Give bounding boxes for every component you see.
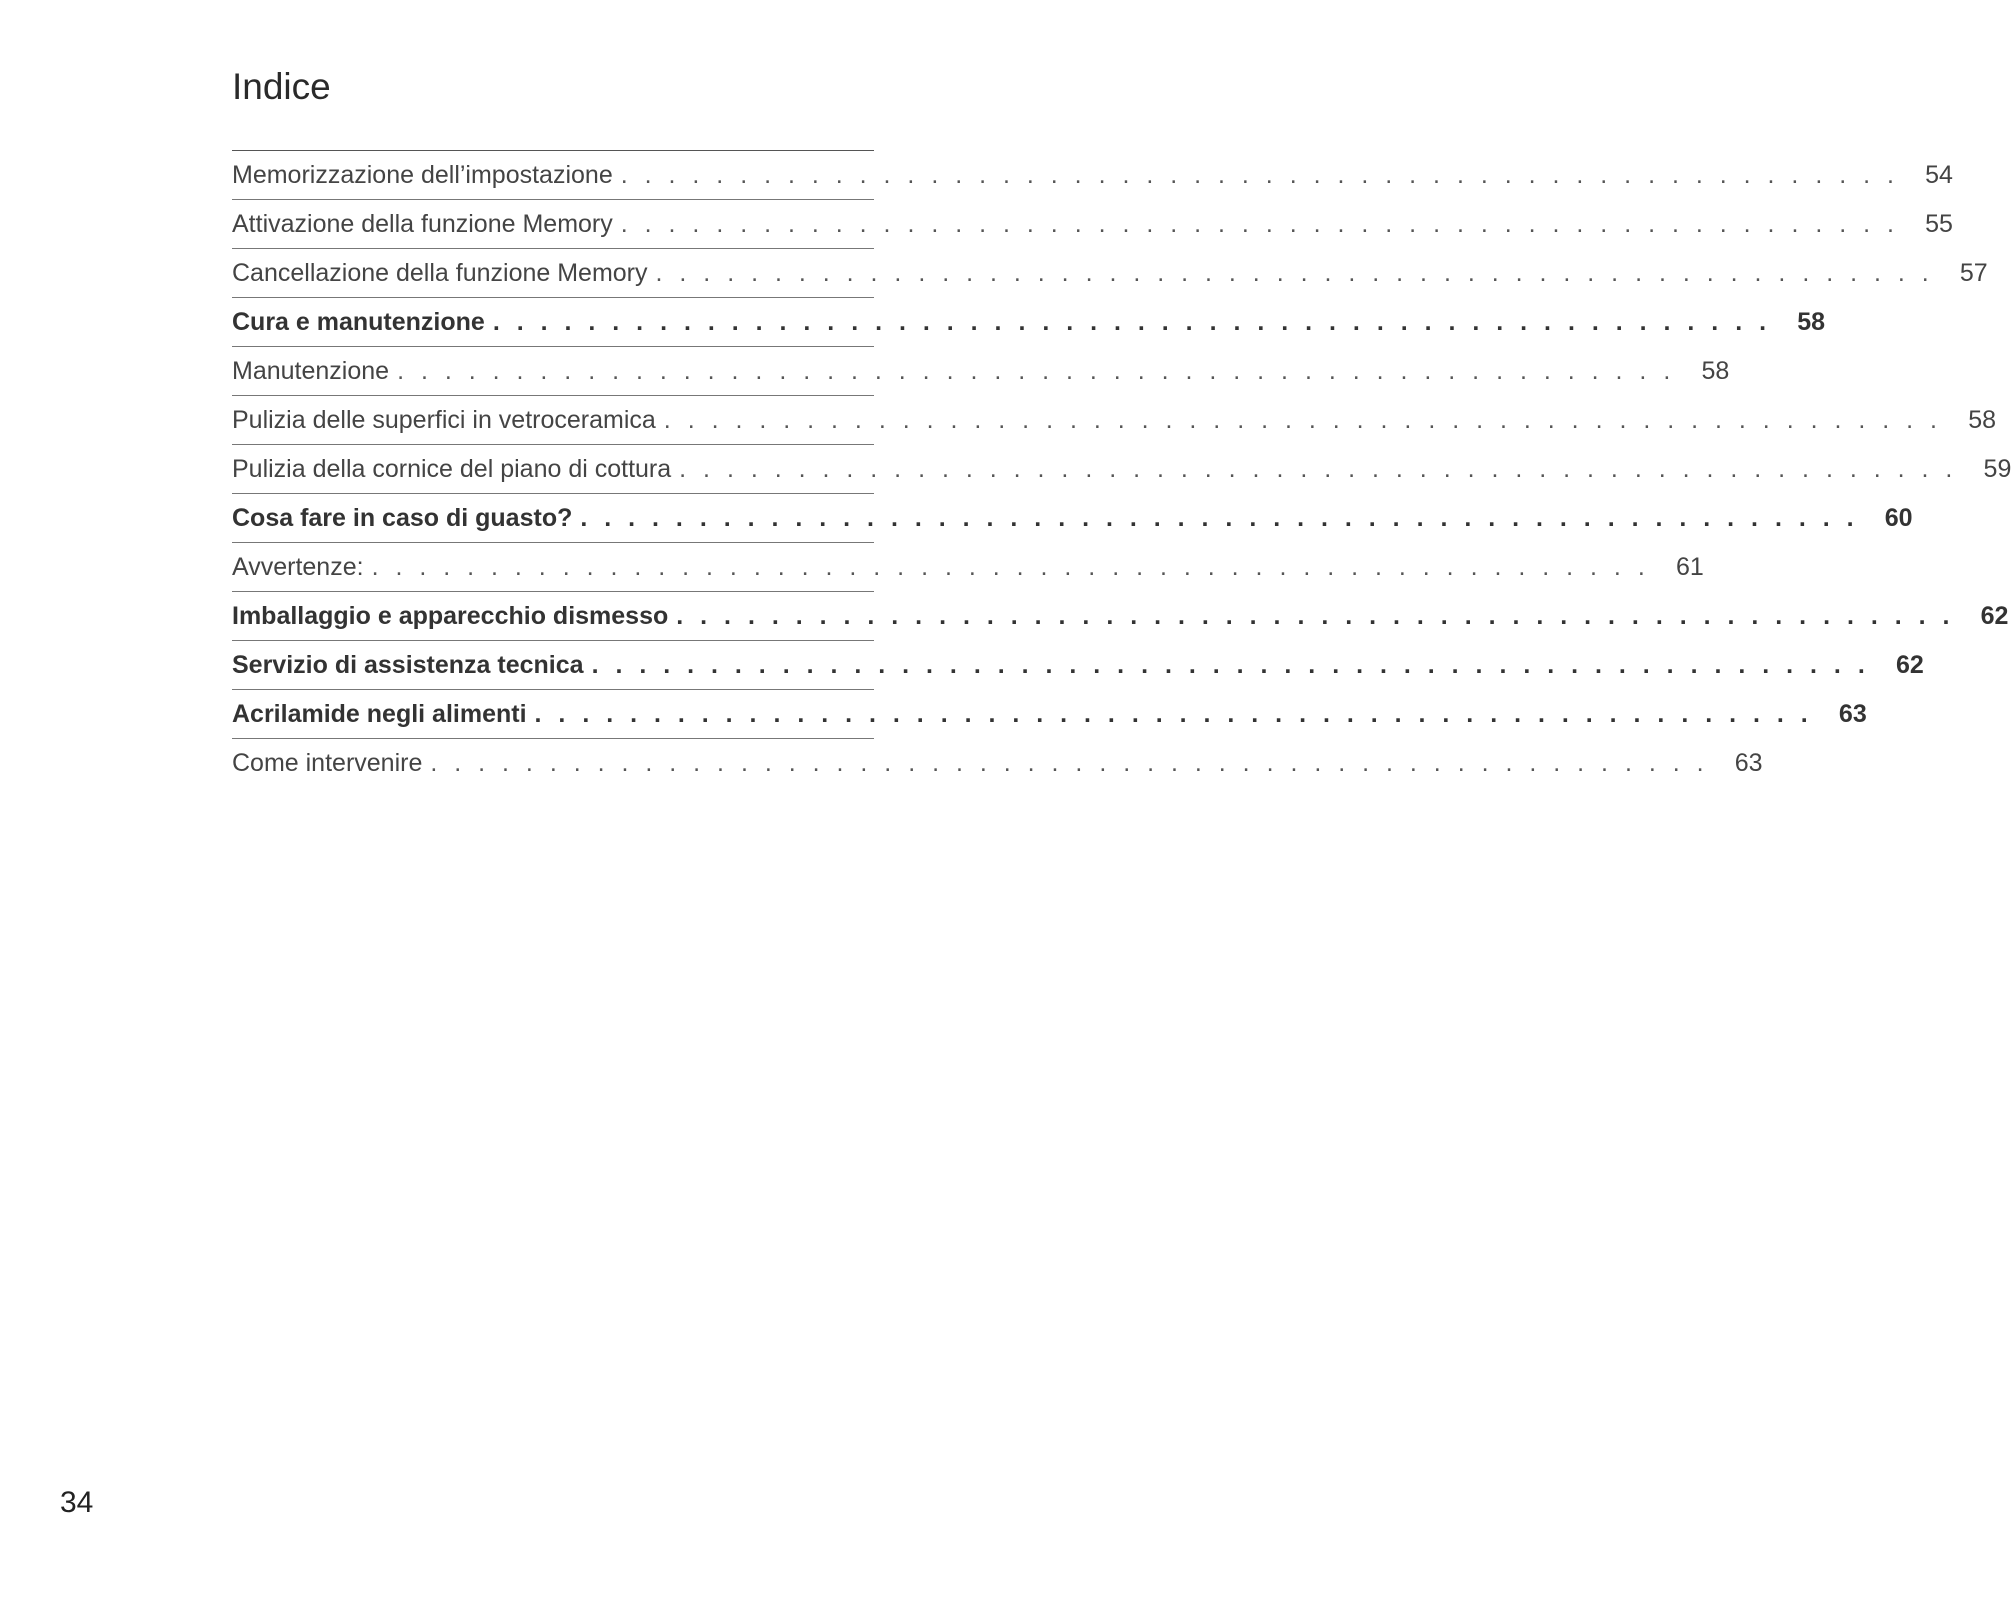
toc-entry-page: 54 [1925, 160, 1953, 189]
toc-entry-page: 58 [1797, 307, 1826, 336]
toc-entry-imballaggio[interactable] [232, 592, 2009, 641]
toc-entry-label: Cosa fare in caso di guasto? [232, 504, 580, 533]
toc-entry-page: 63 [1838, 699, 1867, 728]
toc-entry-label: Acrilamide negli alimenti [232, 700, 535, 729]
toc-entry-label: Avvertenze: [232, 553, 372, 582]
toc-entry-manutenzione[interactable] [232, 347, 1730, 396]
toc-entry-label: Manutenzione [232, 357, 397, 386]
toc-entry-page: 57 [1959, 258, 1988, 287]
toc-entry-attivazione[interactable] [232, 200, 1953, 249]
toc-entry-page: 58 [1968, 405, 1996, 434]
toc-entry-page: 55 [1925, 209, 1953, 238]
dot-leader: . . . . . . . . . . . . . . . . . . . . . . . . . . . . . . . . . . . . . . . . . . . . . . . . . . . . . . [676, 601, 1955, 630]
dot-leader: . . . . . . . . . . . . . . . . . . . . . . . . . . . . . . . . . . . . . . . . . . . . . . . . . . . . . . [580, 503, 1859, 532]
dot-leader: . . . . . . . . . . . . . . . . . . . . . . . . . . . . . . . . . . . . . . . . . . . . . . . . . . . . . . [397, 356, 1676, 385]
toc-entry-cosa-fare-guasto[interactable] [232, 494, 1913, 543]
dot-leader: . . . . . . . . . . . . . . . . . . . . . . . . . . . . . . . . . . . . . . . . . . . . . . . . . . . . . . [655, 258, 1934, 287]
page-title: Indice [232, 66, 331, 107]
toc-entry-label: Pulizia delle superfici in vetroceramica [232, 406, 664, 435]
toc-entry-cura-e-manutenzione[interactable] [232, 298, 1826, 347]
dot-leader: . . . . . . . . . . . . . . . . . . . . . . . . . . . . . . . . . . . . . . . . . . . . . . . . . . . . . . [492, 307, 1772, 336]
toc-entry-label: Attivazione della funzione Memory [232, 210, 621, 239]
toc-entry-label: Cura e manutenzione [232, 308, 493, 337]
dot-leader: . . . . . . . . . . . . . . . . . . . . . . . . . . . . . . . . . . . . . . . . . . . . . . . . . . . . . . [663, 405, 1942, 434]
toc-entry-acrilamide[interactable] [232, 690, 1867, 739]
dot-leader: . . . . . . . . . . . . . . . . . . . . . . . . . . . . . . . . . . . . . . . . . . . . . . . . . . . . . . [679, 454, 1958, 483]
toc-entry-page: 63 [1734, 748, 1763, 777]
toc-entry-come-intervenire[interactable] [232, 739, 1763, 787]
dot-leader: . . . . . . . . . . . . . . . . . . . . . . . . . . . . . . . . . . . . . . . . . . . . . . . . . . . . . . [591, 650, 1870, 679]
table-of-contents [232, 150, 2011, 787]
toc-entry-pulizia-superfici[interactable] [232, 396, 1996, 445]
dot-leader: . . . . . . . . . . . . . . . . . . . . . . . . . . . . . . . . . . . . . . . . . . . . . . . . . . . . . . [371, 552, 1650, 581]
toc-entry-label: Memorizzazione dell’impostazione [232, 161, 621, 190]
dot-leader: . . . . . . . . . . . . . . . . . . . . . . . . . . . . . . . . . . . . . . . . . . . . . . . . . . . . . . [534, 699, 1813, 728]
dot-leader: . . . . . . . . . . . . . . . . . . . . . . . . . . . . . . . . . . . . . . . . . . . . . . . . . . . . . . [430, 748, 1709, 777]
toc-entry-servizio-assistenza[interactable] [232, 641, 1924, 690]
toc-entry-avvertenze[interactable] [232, 543, 1704, 592]
toc-entry-cancellazione[interactable] [232, 249, 1988, 298]
toc-entry-page: 62 [1980, 601, 2009, 630]
toc-entry-pulizia-cornice[interactable] [232, 445, 2011, 494]
toc-entry-page: 59 [1983, 454, 2011, 483]
toc-entry-label: Imballaggio e apparecchio dismesso [232, 602, 676, 631]
toc-entry-label: Servizio di assistenza tecnica [232, 651, 592, 680]
toc-entry-page: 60 [1884, 503, 1913, 532]
toc-entry-label: Cancellazione della funzione Memory [232, 259, 656, 288]
page-number: 34 [60, 1486, 94, 1519]
toc-entry-memorizzazione[interactable] [232, 151, 1953, 200]
dot-leader: . . . . . . . . . . . . . . . . . . . . . . . . . . . . . . . . . . . . . . . . . . . . . . . . . . . . . . [620, 160, 1899, 189]
toc-entry-label: Pulizia della cornice del piano di cottura [232, 455, 679, 484]
toc-entry-page: 58 [1701, 356, 1730, 385]
toc-entry-page: 62 [1895, 650, 1924, 679]
toc-entry-label: Come intervenire [232, 749, 430, 778]
dot-leader: . . . . . . . . . . . . . . . . . . . . . . . . . . . . . . . . . . . . . . . . . . . . . . . . . . . . . . [620, 209, 1899, 238]
toc-entry-page: 61 [1675, 552, 1704, 581]
